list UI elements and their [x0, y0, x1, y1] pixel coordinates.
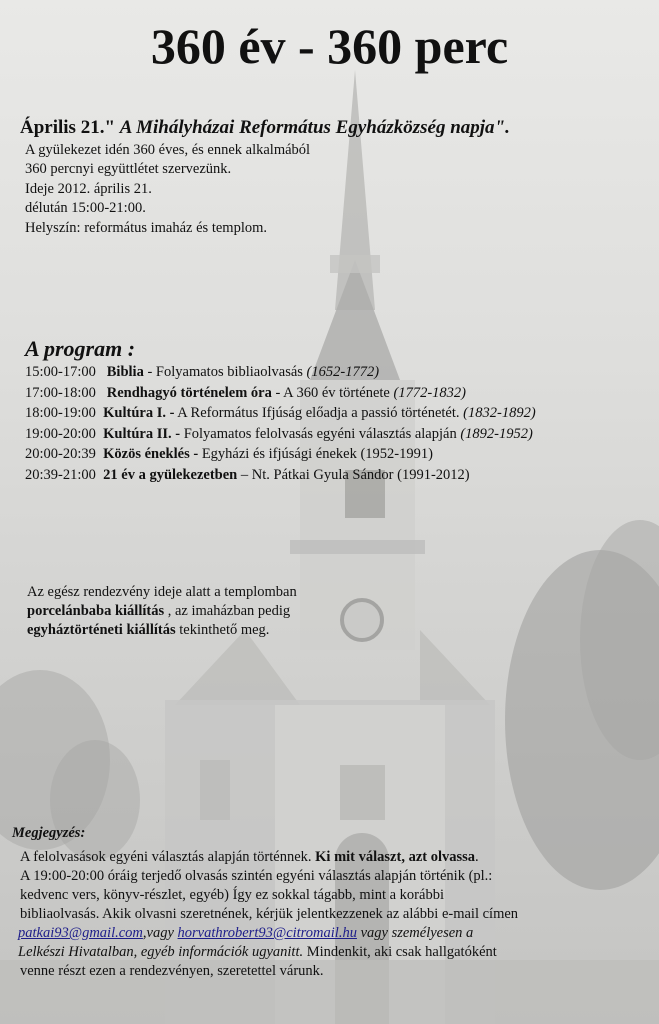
intro-line: 360 percnyi együttlétet szervezünk. — [25, 161, 232, 178]
notes-line: kedvenc vers, könyv-részlet, egyéb) Így ez sokkal tágabb, mint a korábbi — [20, 887, 444, 903]
program-time: 18:00-19:00 — [25, 405, 96, 422]
event-subtitle — [20, 117, 510, 139]
intro-line: délután 15:00-21:00. — [25, 200, 146, 217]
poster-title: 360 év - 360 perc — [150, 18, 509, 74]
program-time: 20:00-20:39 — [25, 446, 96, 463]
program-title: 21 év a gyülekezetben — [103, 466, 238, 483]
notes-line: venne részt ezen a rendezvényen, szeretettel várunk. — [20, 963, 324, 979]
event-name: A Mihályházai Református Egyházközség napja". — [119, 117, 510, 138]
program-time: 20:39-21:00 — [25, 466, 96, 483]
exhibition-text: , az imaházban pedig — [164, 603, 291, 620]
notes-emphasis: Ki mit választ, azt olvassa — [315, 849, 476, 865]
program-title: Kultúra I. - — [103, 405, 175, 422]
program-period: (1772-1832) — [393, 384, 466, 401]
exhibition-church-history: egyháztörténeti kiállítás — [27, 622, 176, 639]
notes-office: Lelkészi Hivatalban, egyéb információk ugyanitt. — [18, 944, 304, 960]
exhibition-porcelain: porcelánbaba kiállítás — [27, 603, 165, 620]
notes-paragraph — [20, 848, 518, 981]
program-item — [25, 383, 536, 404]
notes-text: . — [475, 849, 479, 865]
notes-heading: Megjegyzés: — [12, 825, 86, 841]
intro-line: Helyszín: református imaház és templom. — [25, 219, 267, 236]
exhibition-line — [27, 621, 297, 640]
exhibition-line — [27, 602, 297, 621]
program-item — [25, 444, 536, 465]
program-desc: Egyházi és ifjúsági énekek (1952-1991) — [198, 446, 433, 463]
email-link-patkai[interactable]: patkai93@gmail.com — [18, 925, 143, 941]
exhibition-paragraph — [27, 583, 297, 641]
program-desc: Folyamatos felolvasás egyéni választás alapján — [180, 425, 461, 442]
program-period: (1892-1952) — [460, 425, 533, 442]
program-schedule — [25, 362, 536, 486]
notes-text: Mindenkit, aki csak hallgatóként — [303, 944, 497, 960]
program-title: Kultúra II. - — [103, 425, 181, 442]
program-time: 17:00-18:00 — [25, 384, 96, 401]
program-desc: – Nt. Pátkai Gyula Sándor (1991-2012) — [237, 466, 470, 483]
intro-line: A gyülekezet idén 360 éves, és ennek alkalmából — [25, 142, 311, 158]
program-title: Biblia — [106, 364, 144, 380]
notes-line — [18, 943, 518, 962]
program-period: (1652-1772) — [306, 364, 380, 380]
program-item — [25, 424, 536, 445]
exhibition-line: Az egész rendezvény ideje alatt a templomban — [27, 584, 297, 600]
notes-text: ,vagy — [142, 925, 178, 941]
notes-line: A 19:00-20:00 óráig terjedő olvasás szintén egyéni választás alapján történik (pl.: — [20, 868, 493, 884]
program-heading: A program : — [25, 336, 136, 361]
program-item — [25, 403, 536, 424]
program-time: 15:00-17:00 — [25, 364, 96, 380]
program-desc: A Református Ifjúság előadja a passió történetét. — [174, 405, 464, 422]
exhibition-text: tekinthető meg. — [175, 622, 270, 639]
program-period: (1832-1892) — [463, 405, 536, 422]
program-title: Rendhagyó történelem óra — [106, 384, 272, 401]
program-desc: - Folyamatos bibliaolvasás — [143, 364, 307, 380]
notes-line — [18, 924, 518, 943]
notes-text: A felolvasások egyéni választás alapján történnek. — [20, 849, 316, 865]
program-time: 19:00-20:00 — [25, 425, 96, 442]
event-date: Április 21." — [20, 117, 120, 138]
program-desc: - A 360 év története — [271, 384, 394, 401]
intro-paragraph — [25, 141, 310, 238]
program-item — [25, 362, 536, 383]
program-item — [25, 465, 536, 486]
notes-line — [20, 848, 518, 867]
notes-text: vagy személyesen a — [356, 925, 474, 941]
program-title: Közös éneklés - — [103, 446, 199, 463]
intro-line: Ideje 2012. április 21. — [25, 180, 152, 197]
notes-line: bibliaolvasás. Akik olvasni szeretnének, kérjük jelentkezzenek az alábbi e-mail címen — [20, 906, 519, 922]
email-link-horvath[interactable]: horvathrobert93@citromail.hu — [177, 925, 357, 941]
